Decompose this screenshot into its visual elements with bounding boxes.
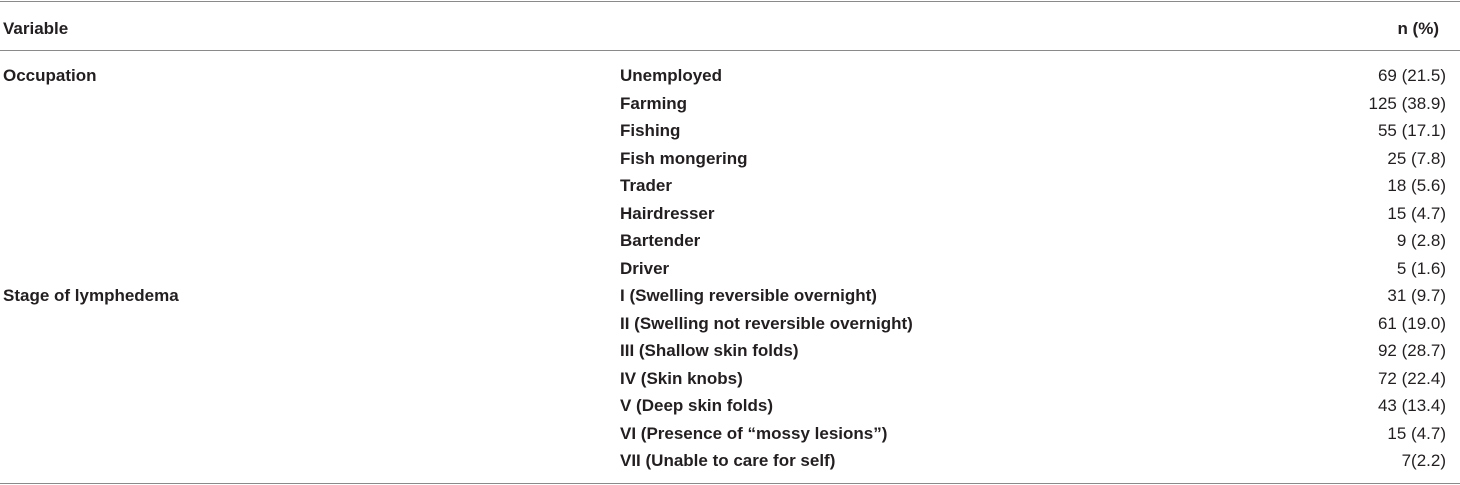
row-value: 5 (1.6) — [1396, 258, 1446, 278]
table-row — [0, 90, 1460, 118]
row-variable: Occupation — [3, 66, 97, 85]
table-body — [0, 62, 1460, 475]
row-value: 7(2.2) — [1401, 451, 1446, 470]
table-row — [0, 172, 1460, 200]
table-row — [0, 447, 1460, 475]
row-category: Trader — [620, 176, 672, 195]
row-value: 15 (4.7) — [1387, 203, 1446, 223]
row-category: IV (Skin knobs) — [620, 368, 743, 388]
row-value: 25 (7.8) — [1387, 148, 1446, 168]
row-value: 9 (2.8) — [1396, 231, 1446, 250]
table-row — [0, 337, 1460, 365]
row-value: 31 (9.7) — [1387, 286, 1446, 305]
table-row — [0, 145, 1460, 173]
bottom-rule — [0, 483, 1460, 484]
table-row — [0, 117, 1460, 145]
row-value: 92 (28.7) — [1377, 341, 1446, 360]
row-value: 18 (5.6) — [1387, 176, 1446, 195]
row-category: Driver — [620, 258, 670, 278]
top-rule — [0, 1, 1460, 2]
row-value: 125 (38.9) — [1368, 93, 1446, 113]
table-header — [0, 15, 1460, 43]
row-category: V (Deep skin folds) — [620, 396, 774, 415]
header-rule — [0, 50, 1460, 51]
row-category: Fish mongering — [620, 148, 748, 168]
table-row — [0, 420, 1460, 448]
row-value: 72 (22.4) — [1377, 368, 1446, 388]
row-category: Fishing — [620, 121, 681, 140]
row-category: VII (Unable to care for self) — [620, 451, 836, 470]
row-category: Farming — [620, 93, 688, 113]
table-row — [0, 310, 1460, 338]
row-category: II (Swelling not reversible overnight) — [620, 313, 913, 333]
row-category: Bartender — [620, 231, 701, 250]
row-value: 69 (21.5) — [1377, 66, 1446, 85]
row-value: 55 (17.1) — [1377, 121, 1446, 140]
table-row — [0, 282, 1460, 310]
table-row — [0, 62, 1460, 90]
row-value: 15 (4.7) — [1387, 423, 1446, 443]
row-value: 61 (19.0) — [1377, 313, 1446, 333]
row-variable: Stage of lymphedema — [3, 286, 179, 305]
table-row — [0, 392, 1460, 420]
table-row — [0, 200, 1460, 228]
row-category: Unemployed — [620, 66, 723, 85]
header-variable: Variable — [3, 19, 69, 38]
table-row — [0, 255, 1460, 283]
header-n-percent: n (%) — [1397, 19, 1439, 38]
row-category: VI (Presence of “mossy lesions”) — [620, 423, 888, 443]
row-category: I (Swelling reversible overnight) — [620, 286, 877, 305]
row-category: Hairdresser — [620, 203, 715, 223]
table-row — [0, 365, 1460, 393]
table-row — [0, 227, 1460, 255]
row-value: 43 (13.4) — [1377, 396, 1446, 415]
row-category: III (Shallow skin folds) — [620, 341, 799, 360]
